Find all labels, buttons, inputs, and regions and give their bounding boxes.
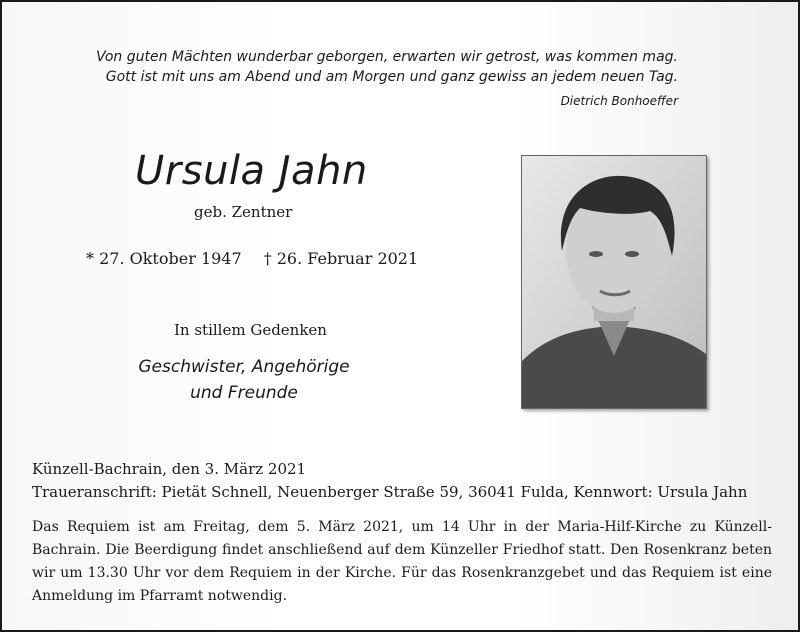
- service-information: Das Requiem ist am Freitag, dem 5. März 2021, um 14 Uhr in der Maria-Hilf-Kirche zu Künzell-Bachrain. Die Beerdigung findet anschließend auf dem Künzeller Friedhof statt. Den Rosenkranz beten wir um 13.30 Uhr vor dem Requiem in der Kirche. Für das Rosenkranzgebet und das Requiem ist eine Anmeldung im Pfarramt notwendig.: [32, 519, 772, 604]
- poem-line-2: Gott ist mit uns am Abend und am Morgen und ganz gewiss an jedem neuen Tag.: [105, 69, 678, 85]
- poem-quote: [58, 47, 678, 87]
- deceased-name: Ursula Jahn: [135, 148, 368, 194]
- poem-author: Dietrich Bonhoeffer: [560, 94, 678, 108]
- birth-name: geb. Zentner: [194, 203, 293, 221]
- mourners-line-1: Geschwister, Angehörige: [138, 357, 350, 377]
- mourners-line-2: und Freunde: [190, 383, 298, 403]
- portrait-image: [522, 156, 706, 408]
- memorial-phrase: In stillem Gedenken: [174, 321, 327, 339]
- life-dates: [86, 249, 418, 268]
- place-date: Künzell-Bachrain, den 3. März 2021: [32, 460, 307, 478]
- mourners: [134, 354, 354, 406]
- poem-line-1: Von guten Mächten wunderbar geborgen, erwarten wir getrost, was kommen mag.: [96, 49, 678, 65]
- birth-date: * 27. Oktober 1947: [86, 249, 242, 268]
- mourning-address: Traueranschrift: Pietät Schnell, Neuenberger Straße 59, 36041 Fulda, Kennwort: Ursula Jahn: [32, 483, 748, 501]
- death-date: † 26. Februar 2021: [263, 249, 419, 268]
- portrait-photo: [521, 155, 707, 409]
- notice-details: [32, 458, 772, 504]
